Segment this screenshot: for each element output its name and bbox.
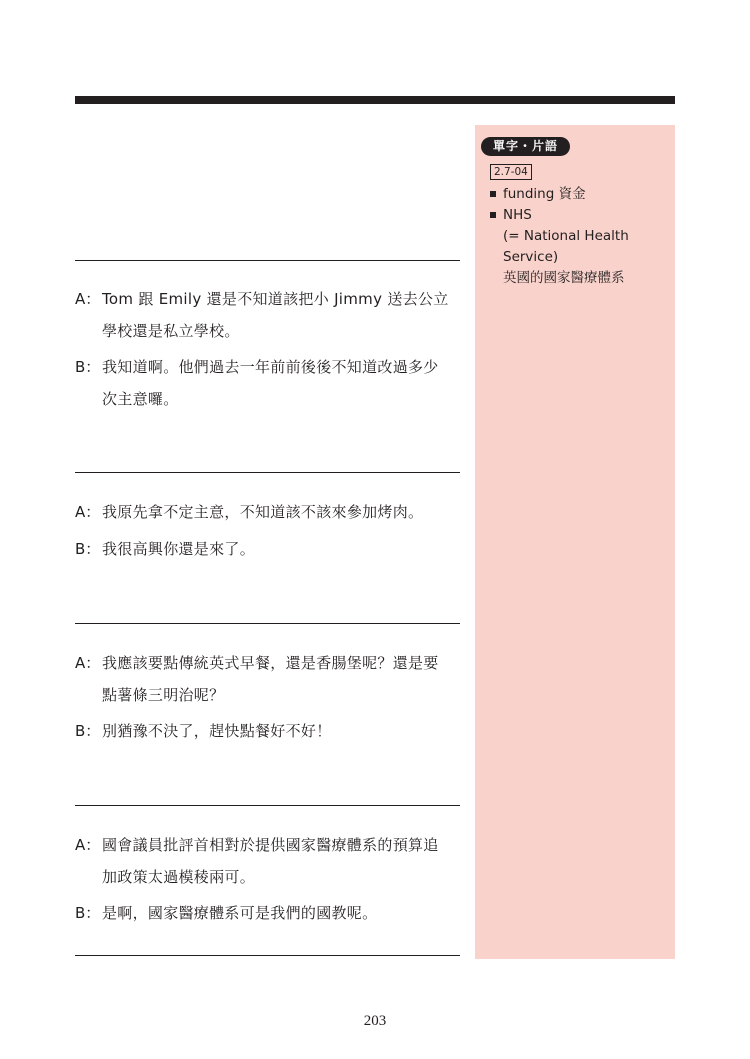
section-divider [75, 623, 460, 624]
audio-track-label: 2.7-04 [490, 164, 532, 180]
vocab-entry-nhs-meaning: 英國的國家醫療體系 [503, 270, 625, 286]
vocab-entry-nhs: NHS [503, 207, 532, 223]
dialogue-line: 我原先拿不定主意，不知道該不該來參加烤肉。 [102, 503, 424, 521]
dialogue-line: 加政策太過模稜兩可。 [102, 868, 256, 886]
dialogue-line: 我應該要點傳統英式早餐，還是香腸堡呢？還是要 [102, 654, 439, 672]
vocab-badge: 單字・片語 [481, 137, 570, 156]
section-divider [75, 805, 460, 806]
bullet-icon [490, 212, 496, 218]
vocab-entry-nhs-detail: Service) [503, 249, 559, 265]
dialogue-line: 學校還是私立學校。 [102, 322, 240, 340]
dialogue-line: 是啊，國家醫療體系可是我們的國教呢。 [102, 904, 378, 922]
speaker-a-label: A： [75, 503, 101, 521]
vocab-entry-nhs-detail: (= National Health [503, 228, 629, 244]
vocab-entry-funding: funding 資金 [503, 186, 586, 202]
section-divider [75, 260, 460, 261]
bullet-icon [490, 191, 496, 197]
dialogue-line: 別猶豫不決了，趕快點餐好不好！ [102, 722, 332, 740]
dialogue-line: 國會議員批評首相對於提供國家醫療體系的預算追 [102, 836, 439, 854]
top-rule [75, 96, 675, 104]
speaker-a-label: A： [75, 654, 101, 672]
dialogue-line: 點薯條三明治呢？ [102, 686, 225, 704]
page-number: 203 [363, 1013, 387, 1029]
dialogue-line: 我知道啊。他們過去一年前前後後不知道改過多少 [102, 358, 439, 376]
dialogue-line: Tom 跟 Emily 還是不知道該把小 Jimmy 送去公立 [102, 290, 449, 308]
speaker-a-label: A： [75, 290, 101, 308]
dialogue-line: 我很高興你還是來了。 [102, 540, 256, 558]
section-divider [75, 472, 460, 473]
speaker-b-label: B： [75, 540, 101, 558]
dialogue-line: 次主意囉。 [102, 390, 179, 408]
speaker-b-label: B： [75, 904, 101, 922]
speaker-b-label: B： [75, 358, 101, 376]
section-divider [75, 955, 460, 956]
speaker-a-label: A： [75, 836, 101, 854]
speaker-b-label: B： [75, 722, 101, 740]
